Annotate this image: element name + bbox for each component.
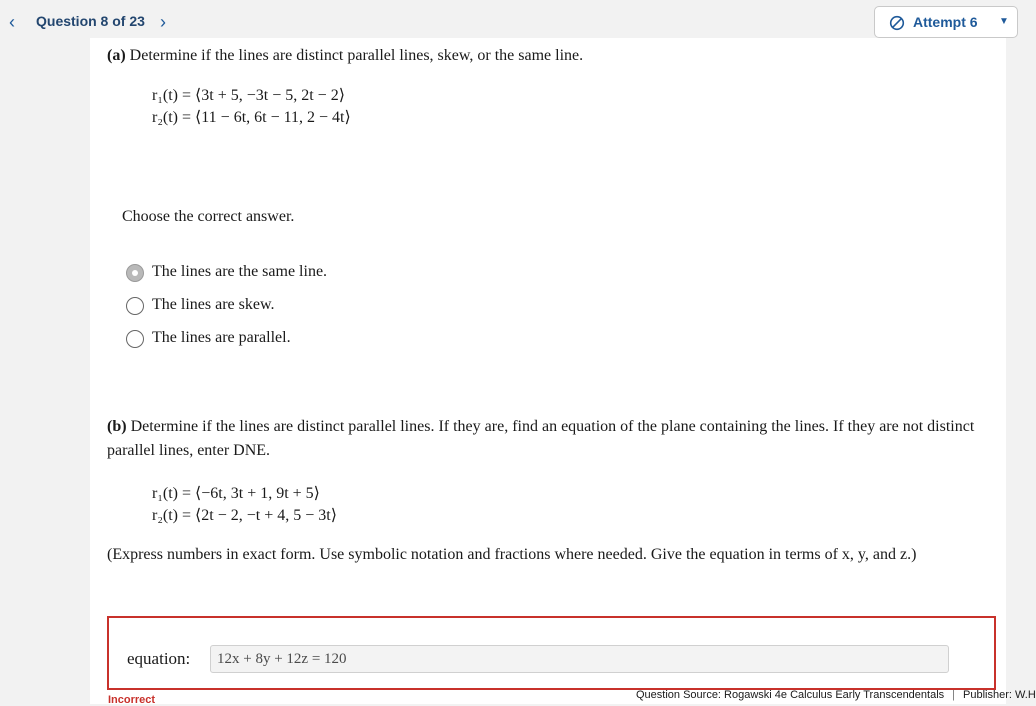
attempt-dropdown[interactable] [874, 6, 1018, 38]
publisher-text: Publisher: W.H [963, 689, 1036, 701]
part-a-question [107, 44, 987, 68]
part-a-question-text: Determine if the lines are distinct parallel lines, skew, or the same line. [129, 47, 584, 64]
question-counter[interactable]: Question 8 of 23 [36, 13, 145, 29]
source-text: Question Source: Rogawski 4e Calculus Early Transcendentals [636, 689, 945, 701]
radio-button[interactable] [126, 330, 144, 348]
part-b-question [107, 415, 993, 463]
top-navigation-bar [0, 0, 1024, 42]
radio-button[interactable] [126, 297, 144, 315]
status-incorrect: Incorrect [108, 694, 156, 706]
next-question-icon[interactable]: › [160, 12, 166, 32]
part-a-prefix: (a) [107, 47, 126, 64]
part-a-equation-2: r₂(t) = ⟨11 − 6t, 6t − 11, 2 − 4t⟩ [152, 109, 351, 126]
part-a-equation-1: r₁(t) = ⟨3t + 5, −3t − 5, 2t − 2⟩ [152, 87, 345, 104]
radio-button-selected[interactable] [126, 264, 144, 282]
part-b-equation-1: r₁(t) = ⟨−6t, 3t + 1, 9t + 5⟩ [152, 485, 320, 502]
option-label: The lines are skew. [152, 296, 275, 313]
attempt-label: Attempt 6 [913, 14, 978, 30]
equation-label: equation: [127, 649, 191, 668]
question-source [636, 689, 1036, 701]
part-b-question-text: Determine if the lines are distinct parallel lines. If they are, find an equation of the plane containing the lines. If they are not distinct parallel lines, enter DNE. [107, 418, 975, 459]
source-separator: | [952, 689, 956, 701]
instructions: (Express numbers in exact form. Use symbolic notation and fractions where needed. Give the equation in terms of x, y, and z.) [107, 546, 917, 563]
answer-box [107, 616, 996, 690]
question-panel [90, 38, 1006, 704]
part-b-equation-2: r₂(t) = ⟨2t − 2, −t + 4, 5 − 3t⟩ [152, 507, 337, 524]
block-icon [889, 15, 905, 31]
chevron-down-icon: ▼ [999, 16, 1009, 27]
answer-prompt: Choose the correct answer. [122, 208, 295, 225]
previous-question-icon[interactable]: ‹ [9, 12, 15, 32]
option-label: The lines are the same line. [152, 263, 328, 280]
equation-input[interactable]: 12x + 8y + 12z = 120 [210, 645, 949, 673]
part-b-prefix: (b) [107, 418, 127, 435]
option-label: The lines are parallel. [152, 329, 291, 346]
